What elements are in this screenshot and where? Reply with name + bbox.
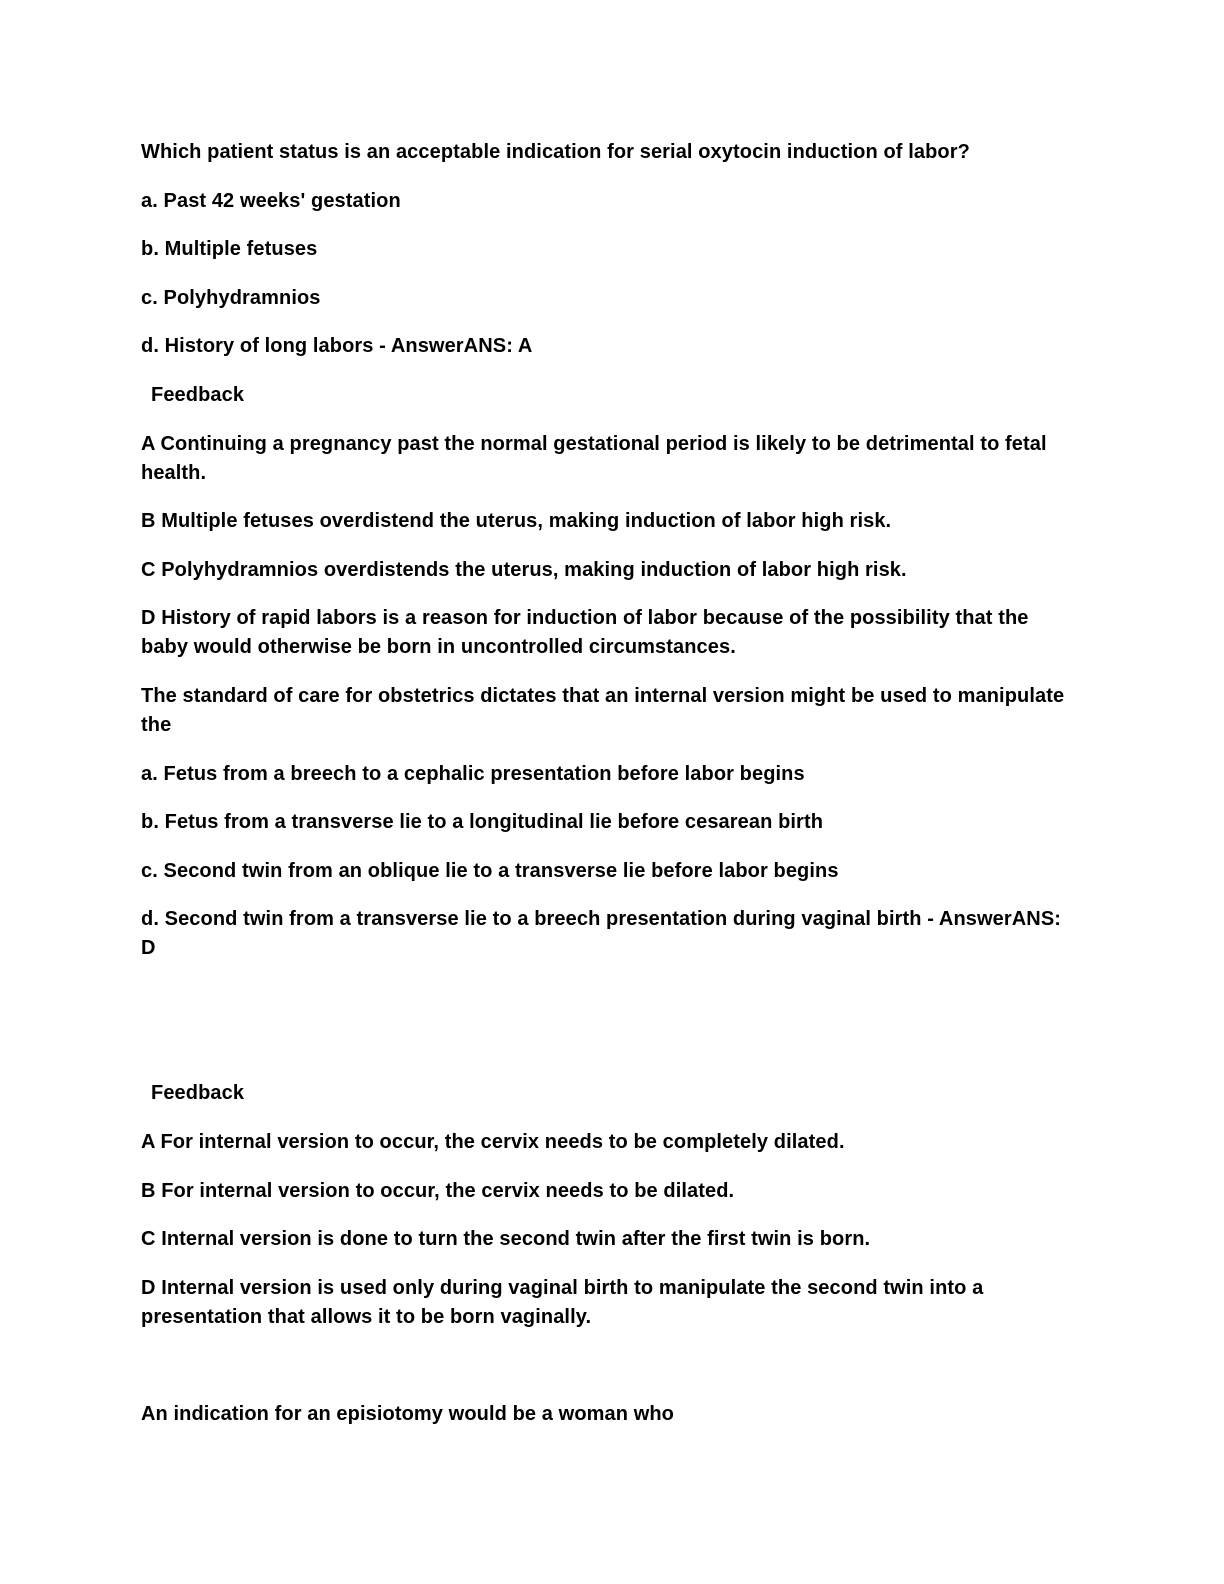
question-2-feedback-a: A For internal version to occur, the cervix needs to be completely dilated. bbox=[141, 1130, 845, 1153]
question-1-text: Which patient status is an acceptable indication for serial oxytocin induction of labor? bbox=[141, 141, 970, 163]
question-2-text: The standard of care for obstetrics dictates that an internal version might be used to manipulate the bbox=[141, 684, 1065, 736]
question-2-option-d: d. Second twin from a transverse lie to a breech presentation during vaginal birth - AnswerANS: D bbox=[141, 908, 1062, 960]
question-1-feedback-c: C Polyhydramnios overdistends the uterus, making induction of labor high risk. bbox=[141, 558, 907, 581]
question-1-option-d: d. History of long labors - AnswerANS: A bbox=[141, 335, 533, 358]
question-1-feedback-heading: Feedback bbox=[151, 383, 245, 406]
question-2-feedback-d: D Internal version is used only during vaginal birth to manipulate the second twin into a presentation that allows it to be born vaginally. bbox=[141, 1276, 984, 1328]
question-2-option-a: a. Fetus from a breech to a cephalic presentation before labor begins bbox=[141, 762, 805, 785]
question-1-feedback-d: D History of rapid labors is a reason for induction of labor because of the possibility that the baby would otherwise be born in uncontrolled circumstances. bbox=[141, 607, 1029, 659]
question-2-feedback-b: B For internal version to occur, the cervix needs to be dilated. bbox=[141, 1179, 735, 1202]
question-2-feedback-c: C Internal version is done to turn the second twin after the first twin is born. bbox=[141, 1228, 871, 1251]
question-2-option-b: b. Fetus from a transverse lie to a longitudinal lie before cesarean birth bbox=[141, 811, 824, 834]
question-2-feedback-heading: Feedback bbox=[151, 1082, 245, 1105]
question-1-option-a: a. Past 42 weeks' gestation bbox=[141, 189, 401, 212]
question-1-option-b: b. Multiple fetuses bbox=[141, 238, 318, 261]
question-1-feedback-b: B Multiple fetuses overdistend the uterus, making induction of labor high risk. bbox=[141, 510, 892, 533]
question-1-feedback-a: A Continuing a pregnancy past the normal gestational period is likely to be detrimental to fetal health. bbox=[141, 432, 1047, 484]
document-page bbox=[141, 138, 1081, 1429]
question-1-option-c: c. Polyhydramnios bbox=[141, 286, 321, 309]
question-3-text: An indication for an episiotomy would be a woman who bbox=[141, 1402, 675, 1425]
question-2-option-c: c. Second twin from an oblique lie to a transverse lie before labor begins bbox=[141, 859, 839, 882]
